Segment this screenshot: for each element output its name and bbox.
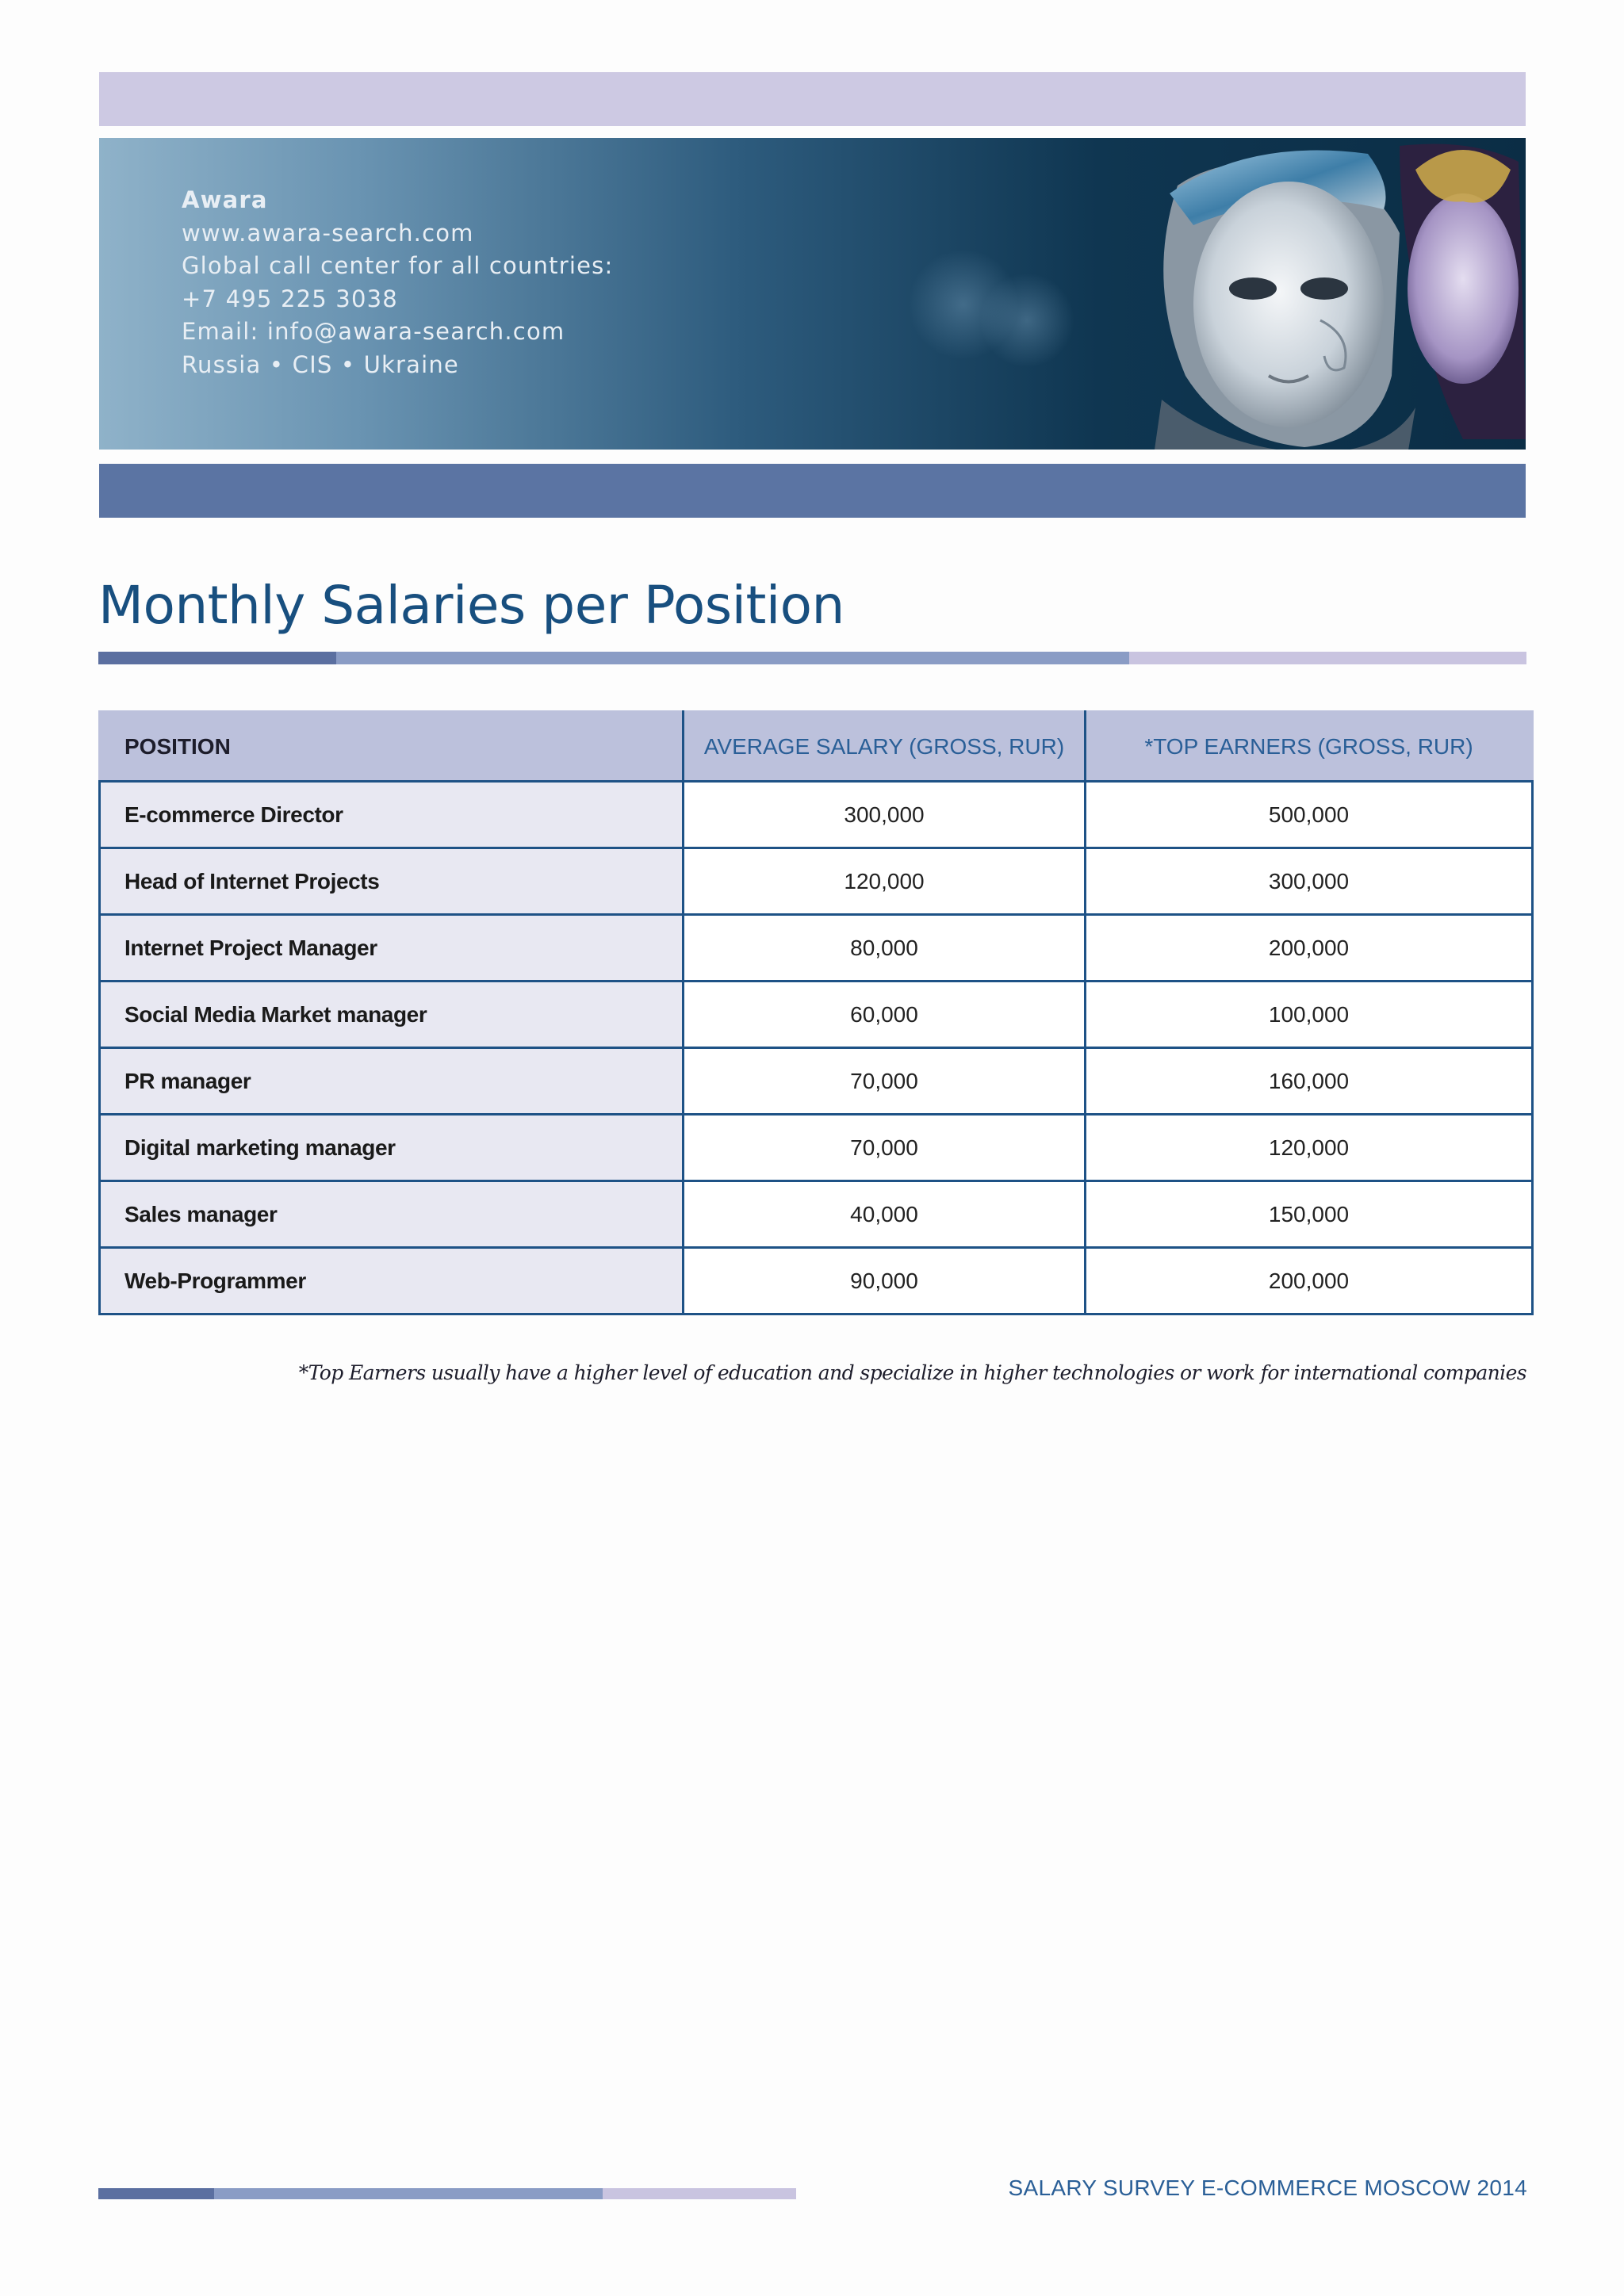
email-address[interactable]: Email: info@awara-search.com	[182, 318, 565, 345]
header-banner	[99, 138, 1526, 450]
table-row	[100, 1115, 1533, 1181]
average-salary-cell: 120,000	[684, 848, 1086, 915]
website-link[interactable]: www.awara-search.com	[182, 219, 474, 247]
top-earners-cell: 500,000	[1086, 782, 1533, 848]
footer-rule	[98, 2188, 214, 2199]
position-cell: Head of Internet Projects	[100, 848, 684, 915]
bottom-decorative-band	[99, 464, 1526, 518]
top-earners-cell: 100,000	[1086, 982, 1533, 1048]
top-earners-cell: 160,000	[1086, 1048, 1533, 1115]
table-header-row	[100, 712, 1533, 782]
top-earners-cell: 200,000	[1086, 1248, 1533, 1314]
title-underline	[336, 652, 1129, 664]
title-underline	[1129, 652, 1526, 664]
average-salary-cell: 40,000	[684, 1181, 1086, 1248]
regions-line: Russia • CIS • Ukraine	[182, 350, 459, 378]
average-salary-cell: 70,000	[684, 1115, 1086, 1181]
table-row	[100, 1248, 1533, 1314]
footer-rule	[603, 2188, 796, 2199]
average-salary-cell: 80,000	[684, 915, 1086, 982]
top-decorative-band	[99, 72, 1526, 126]
position-cell: Social Media Market manager	[100, 982, 684, 1048]
average-salary-cell: 60,000	[684, 982, 1086, 1048]
call-center-label: Global call center for all countries:	[182, 252, 614, 279]
salary-table	[98, 710, 1534, 1315]
contact-block	[182, 184, 613, 381]
position-cell: Internet Project Manager	[100, 915, 684, 982]
top-earners-cell: 120,000	[1086, 1115, 1533, 1181]
company-name: Awara	[182, 186, 268, 213]
column-header-position: POSITION	[100, 712, 684, 782]
top-earners-cell: 300,000	[1086, 848, 1533, 915]
table-row	[100, 982, 1533, 1048]
column-header-top-earners: *TOP EARNERS (GROSS, RUR)	[1086, 712, 1533, 782]
position-cell: Digital marketing manager	[100, 1115, 684, 1181]
top-earners-cell: 200,000	[1086, 915, 1533, 982]
position-cell: E-commerce Director	[100, 782, 684, 848]
table-row	[100, 782, 1533, 848]
position-cell: Sales manager	[100, 1181, 684, 1248]
table-row	[100, 915, 1533, 982]
average-salary-cell: 70,000	[684, 1048, 1086, 1115]
title-underline	[98, 652, 336, 664]
position-cell: Web-Programmer	[100, 1248, 684, 1314]
average-salary-cell: 90,000	[684, 1248, 1086, 1314]
table-row	[100, 1048, 1533, 1115]
bokeh-light	[979, 273, 1074, 368]
footer-rule	[214, 2188, 603, 2199]
position-cell: PR manager	[100, 1048, 684, 1115]
table-footnote: *Top Earners usually have a higher level of education and specialize in higher technologies or work for international companies	[298, 1361, 1526, 1384]
venetian-mask-image	[1130, 138, 1526, 450]
page-title: Monthly Salaries per Position	[98, 575, 845, 636]
column-header-average-salary: AVERAGE SALARY (GROSS, RUR)	[684, 712, 1086, 782]
top-earners-cell: 150,000	[1086, 1181, 1533, 1248]
footer-survey-title: SALARY SURVEY E-COMMERCE MOSCOW 2014	[1008, 2175, 1527, 2200]
phone-number: +7 495 225 3038	[182, 285, 398, 312]
table-row	[100, 1181, 1533, 1248]
table-row	[100, 848, 1533, 915]
average-salary-cell: 300,000	[684, 782, 1086, 848]
